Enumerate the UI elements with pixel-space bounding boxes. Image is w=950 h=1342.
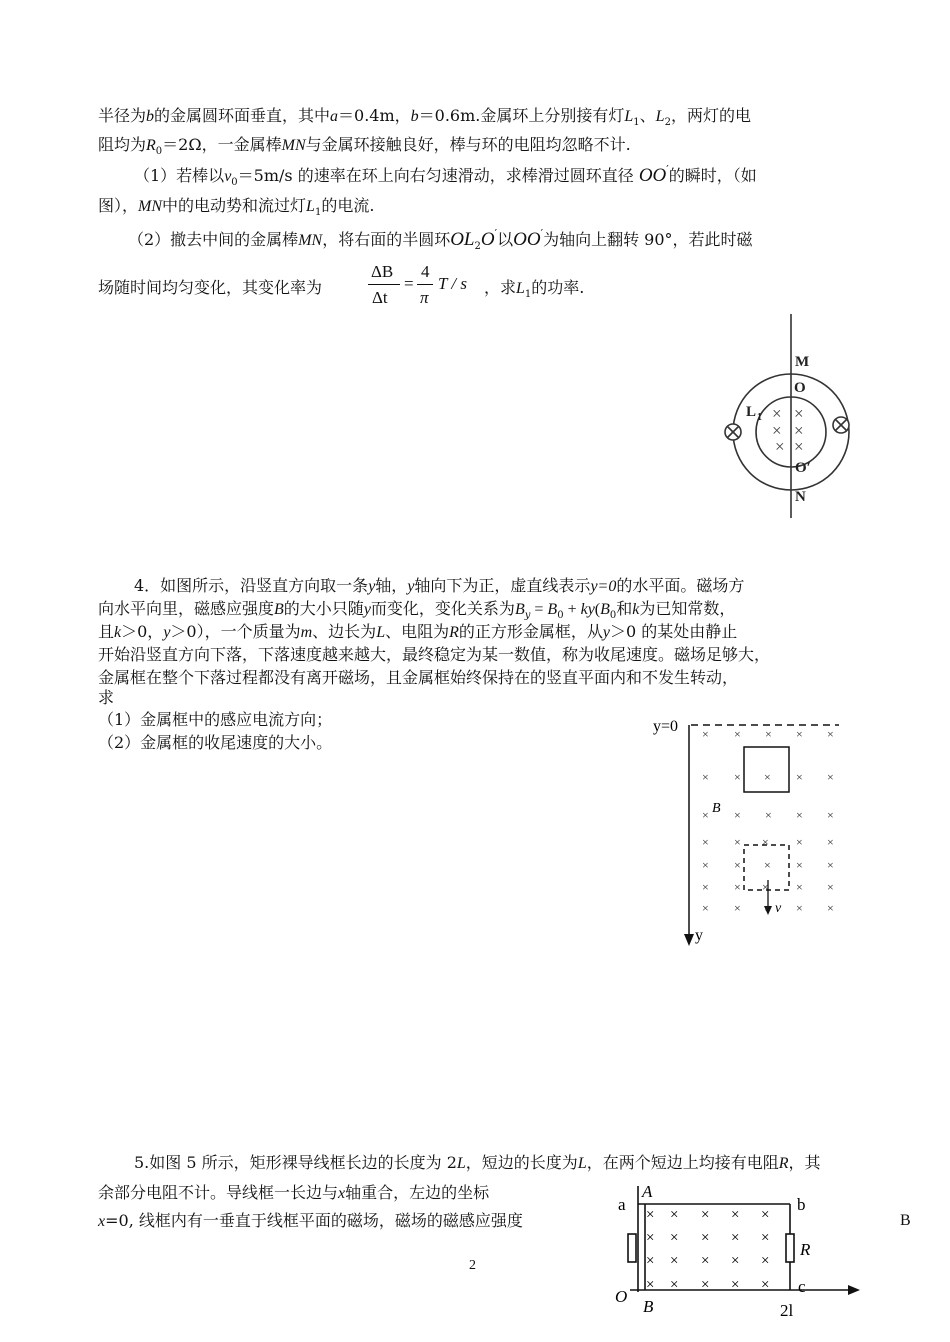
var-By: B [514,601,525,618]
var-k: k [632,601,640,618]
svg-text:×: × [646,1277,655,1293]
svg-text:×: × [796,808,803,822]
subscript: 0 [557,610,564,621]
var-MN: MN [281,137,306,154]
svg-text:×: × [761,1207,770,1223]
label-b: b [797,1195,806,1214]
svg-text:×: × [827,858,834,872]
svg-text:×: × [734,880,741,894]
var-L: L [376,624,386,641]
svg-text:×: × [772,421,782,440]
text: 场随时间均匀变化，其变化率为 [98,278,323,297]
var-b: b [410,108,419,125]
svg-text:×: × [734,727,741,741]
text: ，其 [788,1153,821,1172]
svg-text:×: × [731,1253,740,1269]
var-b: b [146,108,155,125]
label-L1: L [746,404,757,420]
text: 的电流. [321,196,375,215]
svg-text:×: × [761,1277,770,1293]
text: 、 [639,106,656,125]
subscript: 0 [155,146,163,157]
var-R: R [146,137,156,154]
svg-text:×: × [646,1253,655,1269]
var-B0: B [600,601,610,618]
svg-text:×: × [701,1253,710,1269]
p5-line-3 [98,1211,523,1232]
svg-text:×: × [734,835,741,849]
svg-text:×: × [827,880,834,894]
svg-text:×: × [670,1207,679,1223]
label-B: B [643,1297,654,1316]
text: 4．如图所示，沿竖直方向取一条 [134,576,369,595]
text: 的金属圆环面垂直，其中 [154,106,331,125]
fraction-bar [368,284,400,285]
svg-text:×: × [702,770,709,784]
text: ，两灯的电 [670,106,751,125]
var-B: B [274,601,284,618]
var-ky: ky [580,601,595,618]
var-m: m [300,624,313,641]
text: ＞0 的某处由静止 [610,622,738,641]
p4-line-6: 求 [98,688,115,707]
text: ＝0.6m.金属环上分别接有灯 [418,106,625,125]
subscript: 1 [633,117,640,128]
p3-question-2 [128,227,753,257]
p4-line-4: 开始沿竖直方向下落，下落速度越来越大，最终稳定为某一数值，称为收尾速度。磁场足够大， [98,645,771,664]
svg-text:×: × [761,1253,770,1269]
svg-text:×: × [794,421,804,440]
svg-text:×: × [796,770,803,784]
svg-text:×: × [702,808,709,822]
subscript: 1 [524,289,532,300]
svg-text:×: × [701,1207,710,1223]
text: ＝0.4m， [338,106,411,125]
var-L: L [306,198,315,215]
p5-line-1 [134,1153,821,1174]
svg-text:×: × [827,770,834,784]
equals: = [530,601,548,618]
text: ，将右面的半圆环 [322,230,451,249]
text: 阻均为 [98,135,147,154]
svg-text:×: × [796,901,803,915]
p4-line-3 [98,622,737,643]
p3-line-2 [98,135,631,162]
text: 、电阻为 [385,622,450,641]
svg-text:×: × [796,858,803,872]
subscript: 2 [474,241,481,252]
text: 中的电动势和流过灯 [162,196,307,215]
text: 余部分电阻不计。导线框一长边与 [98,1183,339,1202]
text: ，在两个短边上均接有电阻 [586,1153,779,1172]
subscript: y [524,610,531,621]
text: ＝5m/s 的速率在环上向右匀速滑动，求棒滑过圆环直径 [237,166,634,185]
var-OO: OO [513,229,541,250]
fraction-numerator: 4 [421,262,430,281]
svg-text:×: × [734,808,741,822]
text: 的水平面。磁场方 [616,576,745,595]
label-a: a [618,1195,626,1214]
var-B0: B [547,601,558,618]
svg-text:×: × [794,404,804,423]
left-resistor-icon [628,1234,636,1262]
svg-text:×: × [731,1277,740,1293]
p3-question-2-end [484,278,584,305]
svg-text:×: × [646,1230,655,1246]
svg-text:×: × [731,1230,740,1246]
label-2l: 2l [780,1301,794,1320]
var-L: L [624,108,634,125]
p5-var-B: B [900,1212,911,1229]
svg-text:×: × [701,1230,710,1246]
label-B: B [712,801,721,816]
text: 为已知常数， [639,599,736,618]
svg-text:×: × [670,1253,679,1269]
label-M: M [795,354,810,370]
text: 以 [497,230,514,249]
svg-text:×: × [702,835,709,849]
p4-question-2: （2）金属框的收尾速度的大小。 [98,733,333,752]
label-O: O [794,380,806,396]
text: ＞0），一个质量为 [170,622,301,641]
svg-text:×: × [761,1230,770,1246]
svg-text:×: × [701,1277,710,1293]
plus: + [563,601,581,618]
x-axis-arrow [848,1285,860,1295]
p3-line-1 [98,106,751,133]
var-R: R [778,1155,789,1172]
text: 的大小只随 [283,599,364,618]
var-v: v [224,168,232,185]
svg-text:×: × [702,901,709,915]
svg-text:×: × [796,727,803,741]
text: 向水平向里，磁感应强度 [98,599,275,618]
text: （2）撤去中间的金属棒 [128,230,299,249]
var-L: L [516,280,525,297]
var-R: R [449,624,459,641]
svg-text:×: × [827,901,834,915]
label-c: c [798,1277,806,1296]
ring-circuit-figure [715,312,865,522]
text: 而变化，变化关系为 [370,599,515,618]
svg-text:×: × [794,437,804,456]
var-MN: MN [138,198,163,215]
var-y: y [363,601,371,618]
fraction-denominator: π [420,288,429,307]
svg-text:×: × [764,770,771,784]
var-a: a [330,108,339,125]
var-y0: y=0 [590,578,617,595]
svg-text:×: × [827,808,834,822]
label-L1-sub: 1 [757,412,762,423]
var-y: y [602,624,611,641]
text: 且 [98,622,115,641]
text: 和 [616,599,633,618]
text: （1）若棒以 [134,166,225,185]
svg-text:×: × [827,835,834,849]
p4-line-1 [134,576,744,597]
text: ，短边的长度为 [465,1153,578,1172]
svg-text:×: × [734,770,741,784]
p4-line-5: 金属框在整个下落过程都没有离开磁场，且金属框始终保持在的竖直平面内和不发生转动， [98,668,739,687]
y-axis-arrow [684,934,694,946]
svg-text:×: × [796,880,803,894]
svg-text:×: × [670,1230,679,1246]
svg-text:×: × [734,858,741,872]
magnetic-field-crosses [646,1207,769,1293]
svg-text:×: × [765,727,772,741]
subscript: 2 [664,117,671,128]
var-L: L [456,1155,466,1172]
text: 5.如图 5 所示，矩形裸导线框长边的长度为 2 [134,1153,457,1172]
label-O-prime: O′ [795,460,811,476]
text: 为轴向上翻转 90°，若此时磁 [543,230,753,249]
falling-frame-figure [645,712,855,952]
text: 半径为 [98,106,147,125]
svg-text:×: × [827,727,834,741]
var-x: x [338,1185,346,1202]
text: 的瞬时，（如 [668,166,757,185]
var-MN: MN [298,232,323,249]
svg-text:×: × [764,901,771,915]
svg-text:×: × [762,835,769,849]
p3-question-1-cont [98,196,374,223]
svg-text:×: × [765,808,772,822]
svg-text:×: × [702,727,709,741]
text: =0, 线框内有一垂直于线框平面的磁场，磁场的磁感应强度 [105,1211,523,1230]
svg-text:×: × [762,880,769,894]
text: 、边长为 [312,622,377,641]
subscript: 1 [314,207,322,218]
svg-text:×: × [702,858,709,872]
label-A: A [642,1182,653,1201]
unit: T / s [438,274,467,293]
text: 的功率. [531,278,585,297]
fraction-numerator: ΔB [371,262,394,281]
text: ＞0， [121,622,164,641]
text: 轴重合，左边的坐标 [345,1183,490,1202]
p3-question-1 [134,163,757,193]
equals-sign: = [404,274,414,293]
var-L: L [577,1155,587,1172]
text: 与金属环接触良好，棒与环的电阻均忽略不计. [305,135,631,154]
svg-text:×: × [764,858,771,872]
var-OO: OO [638,165,667,186]
text: 轴向下为正，虚直线表示 [414,576,591,595]
page-number: 2 [469,1258,476,1273]
label-N: N [795,489,806,505]
label-R: R [800,1240,811,1259]
var-y: y [163,624,171,641]
var-y: y [407,578,415,595]
rectangular-frame-figure [610,1178,870,1342]
subscript: 0 [609,610,617,621]
label-v: v [775,901,782,916]
p4-question-1: （1）金属框中的感应电流方向； [98,710,333,729]
var-y: y [368,578,376,595]
svg-text:×: × [646,1207,655,1223]
var-k: k [114,624,122,641]
p3-question-2-cont [98,278,322,298]
paren: ( [594,601,601,618]
svg-text:×: × [796,835,803,849]
var-OL: OL [450,229,475,250]
right-resistor-icon [786,1234,794,1262]
label-O: O [615,1287,628,1306]
label-y: y [695,927,703,944]
text: ，求 [484,278,517,297]
magnetic-field-crosses [702,727,834,915]
var-L: L [655,108,665,125]
var-x: x [98,1213,106,1230]
svg-text:×: × [731,1207,740,1223]
text: 轴， [375,576,408,595]
text: 图）， [98,196,139,215]
fraction-bar [417,284,433,285]
text: 的正方形金属框，从 [458,622,603,641]
var-O: O [480,229,495,250]
svg-text:×: × [702,880,709,894]
prime: ′ [666,163,669,176]
subscript: 0 [231,177,238,188]
prime: ′ [540,227,544,240]
fraction-denominator: Δt [372,288,388,307]
label-y0: y=0 [653,718,679,735]
prime: ′ [494,227,498,240]
p5-line-2 [98,1183,489,1204]
text: ＝2Ω，一金属棒 [162,135,282,154]
svg-text:×: × [775,437,785,456]
svg-text:×: × [670,1277,679,1293]
svg-text:×: × [772,404,782,423]
svg-text:×: × [734,901,741,915]
